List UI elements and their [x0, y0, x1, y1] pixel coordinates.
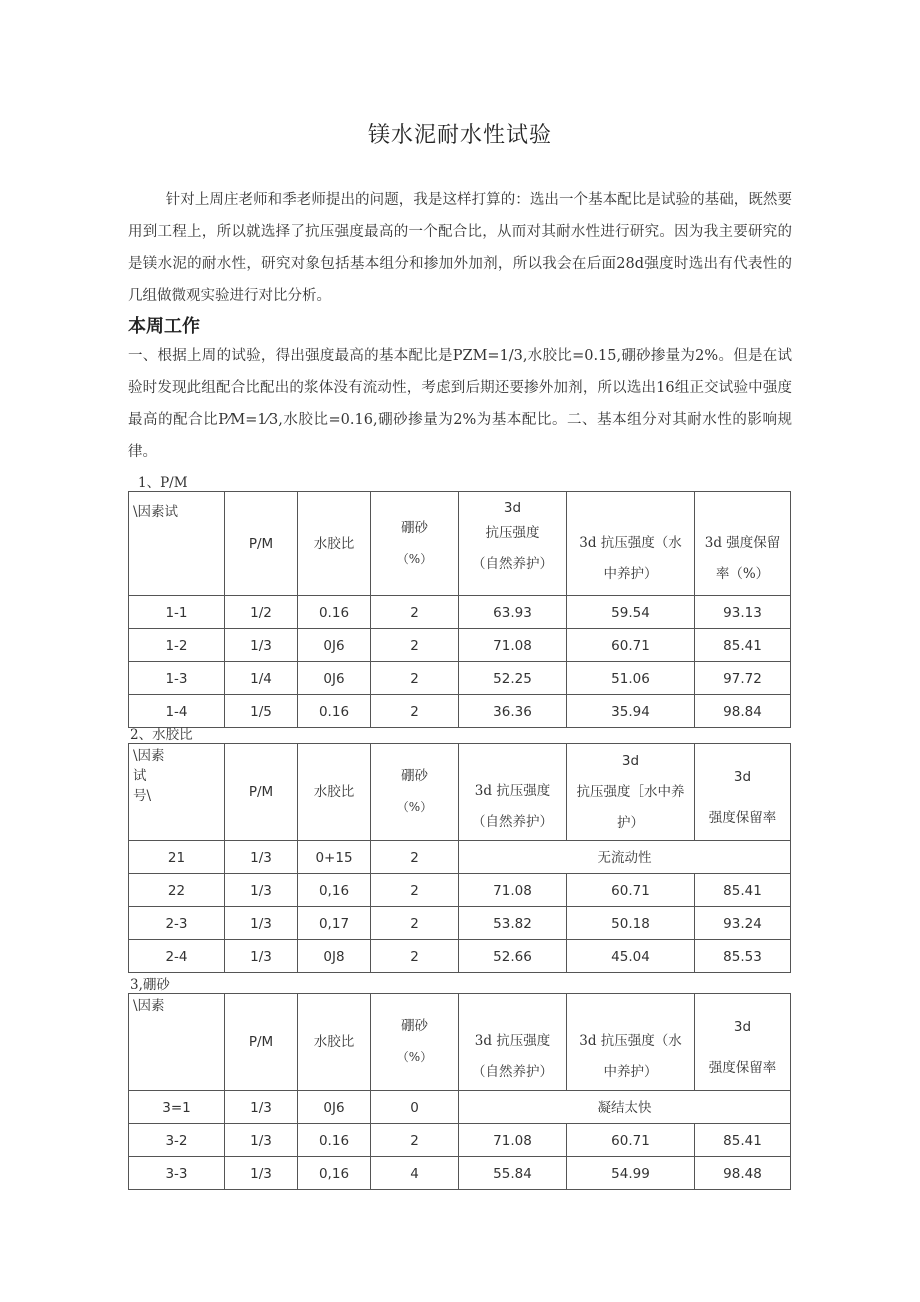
section-heading: 本周工作: [128, 316, 200, 337]
merged-note: 凝结太快: [459, 1091, 791, 1124]
table3-caption: 3,硼砂: [130, 977, 170, 993]
table-borax: [128, 993, 791, 1190]
header-water-binder: 水胶比: [298, 994, 371, 1091]
intro-paragraph: 针对上周庄老师和季老师提出的问题，我是这样打算的：选出一个基本配比是试验的基础，既然要用到工程上，所以就选择了抗压强度最高的一个配合比，从而对其耐水性进行研究。因为我主要研究的是镁水泥的耐水性，研究对象包括基本组分和掺加外加剂，所以我会在后面28d强度时选出有代表性的几组做微观实验进行对比分析。: [128, 192, 792, 304]
table-header-row: [129, 492, 791, 596]
header-3d-water: 3d 抗压强度［水中养 护）: [567, 744, 695, 841]
merged-note: 无流动性: [459, 841, 791, 874]
table-row: 3=1 1/3 0J6 0 凝结太快: [129, 1091, 791, 1124]
header-borax: 硼砂 （%）: [371, 744, 459, 841]
table-row: 1-3 1/4 0J6 2 52.25 51.06 97.72: [129, 662, 791, 695]
header-borax: 硼砂 （%）: [371, 994, 459, 1091]
header-3d-water: 3d 抗压强度（水 中养护）: [567, 492, 695, 596]
table-pm: [128, 491, 791, 728]
header-corner: \因素 试 号\: [129, 744, 225, 841]
table-header-row: [129, 994, 791, 1091]
table2-caption: 2、水胶比: [130, 727, 193, 743]
header-water-binder: 水胶比: [298, 744, 371, 841]
header-retention: 3d 强度保留率: [695, 744, 791, 841]
table-row: 2-3 1/3 0,17 2 53.82 50.18 93.24: [129, 907, 791, 940]
table-row: 1-2 1/3 0J6 2 71.08 60.71 85.41: [129, 629, 791, 662]
header-corner: \因素: [129, 994, 225, 1091]
table-row: 2-4 1/3 0J8 2 52.66 45.04 85.53: [129, 940, 791, 973]
table-row: 3-2 1/3 0.16 2 71.08 60.71 85.41: [129, 1124, 791, 1157]
work-paragraph: 一、根据上周的试验，得出强度最高的基本配比是PZM=1/3,水胶比=0.15,硼砂掺量为2%。但是在试验时发现此组配合比配出的浆体没有流动性，考虑到后期还要掺外加剂，所以选出16组正交试验中强度最高的配合比P⁄M=1⁄3,水胶比=0.16,硼砂掺量为2%为基本配比。二、基本组分对其耐水性的影响规律。: [128, 348, 792, 460]
header-corner: \因素试: [129, 492, 225, 596]
table-row: 1-4 1/5 0.16 2 36.36 35.94 98.84: [129, 695, 791, 728]
header-retention: 3d 强度保留 率（%）: [695, 492, 791, 596]
document-title: 镁水泥耐水性试验: [367, 123, 552, 148]
table-water-binder: [128, 743, 791, 973]
header-pm: P/M: [225, 994, 298, 1091]
table-row: 22 1/3 0,16 2 71.08 60.71 85.41: [129, 874, 791, 907]
table-header-row: [129, 744, 791, 841]
table1-caption: 1、P/M: [138, 475, 188, 491]
header-3d-natural: 3d 抗压强度 （自然养护）: [459, 994, 567, 1091]
header-retention: 3d 强度保留率: [695, 994, 791, 1091]
header-3d-water: 3d 抗压强度（水 中养护）: [567, 994, 695, 1091]
header-pm: P/M: [225, 744, 298, 841]
table-row: 21 1/3 0+15 2 无流动性: [129, 841, 791, 874]
header-pm: P/M: [225, 492, 298, 596]
table-row: 3-3 1/3 0,16 4 55.84 54.99 98.48: [129, 1157, 791, 1190]
header-borax: 硼砂 （%）: [371, 492, 459, 596]
header-3d-natural: 3d 抗压强度 （自然养护）: [459, 492, 567, 596]
header-3d-natural: 3d 抗压强度 （自然养护）: [459, 744, 567, 841]
header-water-binder: 水胶比: [298, 492, 371, 596]
table-row: 1-1 1/2 0.16 2 63.93 59.54 93.13: [129, 596, 791, 629]
